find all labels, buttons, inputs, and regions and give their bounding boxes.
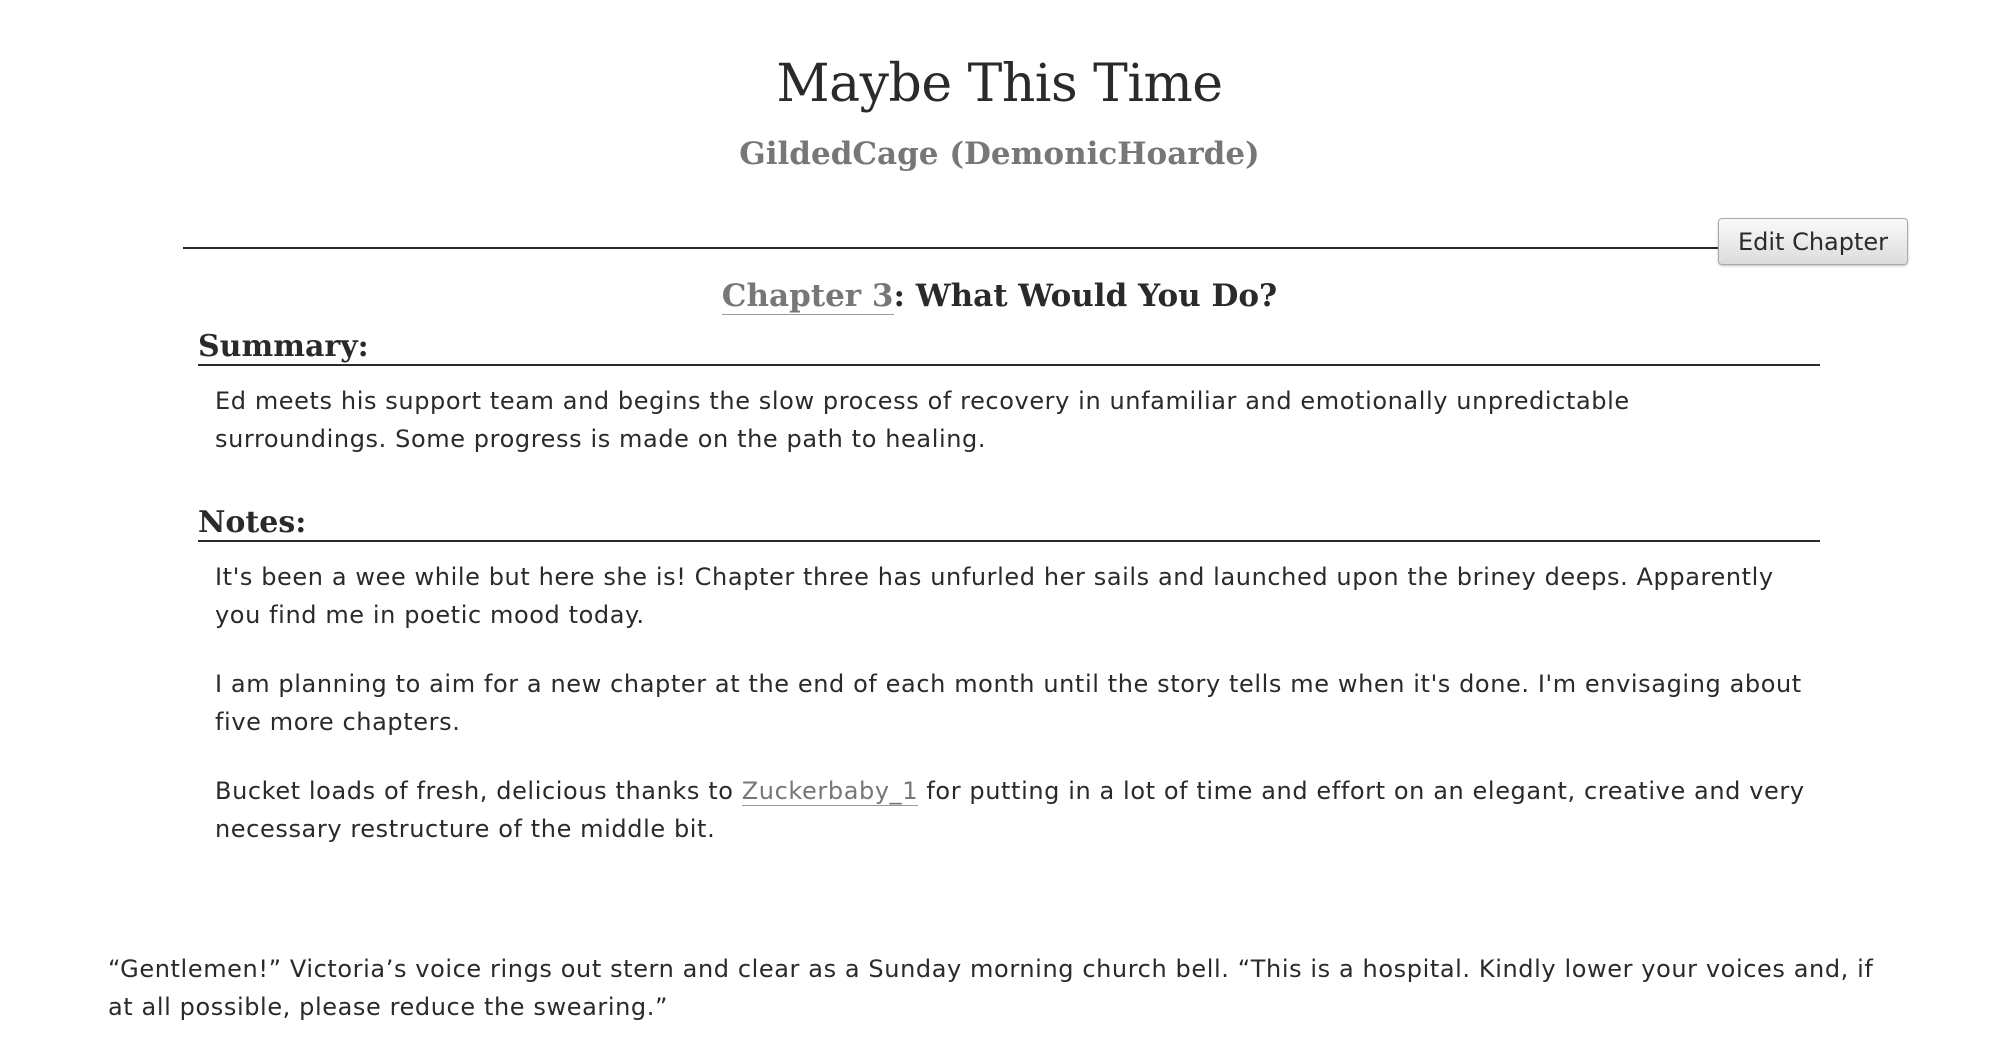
chapter-title: What Would You Do? xyxy=(915,278,1278,314)
chapter-divider xyxy=(183,247,1723,249)
author-link[interactable]: GildedCage (DemonicHoarde) xyxy=(739,136,1260,172)
chapter-heading xyxy=(0,278,1999,314)
notes-heading: Notes: xyxy=(198,506,1820,542)
notes-thanks-paragraph xyxy=(215,772,1805,848)
edit-chapter-button[interactable]: Edit Chapter xyxy=(1718,218,1908,265)
notes-paragraph: I am planning to aim for a new chapter at the end of each month until the story tells me when it's done. I'm envisaging about five more chapters. xyxy=(215,670,1802,736)
summary-heading: Summary: xyxy=(198,330,1820,366)
summary-text: Ed meets his support team and begins the slow process of recovery in unfamiliar and emotionally unpredictable surroundings. Some progress is made on the path to healing. xyxy=(215,387,1630,453)
thanks-text-before: Bucket loads of fresh, delicious thanks to xyxy=(215,777,742,805)
chapter-number-link[interactable]: Chapter 3 xyxy=(721,278,894,314)
chapter-separator: : xyxy=(893,278,916,314)
thanks-text-after: for putting in a lot of time and effort on an elegant, creative and very necessary restructure of the middle bit. xyxy=(215,777,1805,843)
notes-paragraph: It's been a wee while but here she is! Chapter three has unfurled her sails and launched upon the briney deeps. Apparently you find me in poetic mood today. xyxy=(215,563,1774,629)
author-byline xyxy=(0,136,1999,172)
story-paragraph: “Gentlemen!” Victoria’s voice rings out stern and clear as a Sunday morning church bell. “This is a hospital. Kindly lower your voices and, if at all possible, please reduce the swearing.” xyxy=(108,955,1874,1021)
beta-reader-link[interactable]: Zuckerbaby_1 xyxy=(741,777,919,805)
work-title: Maybe This Time xyxy=(776,54,1223,114)
